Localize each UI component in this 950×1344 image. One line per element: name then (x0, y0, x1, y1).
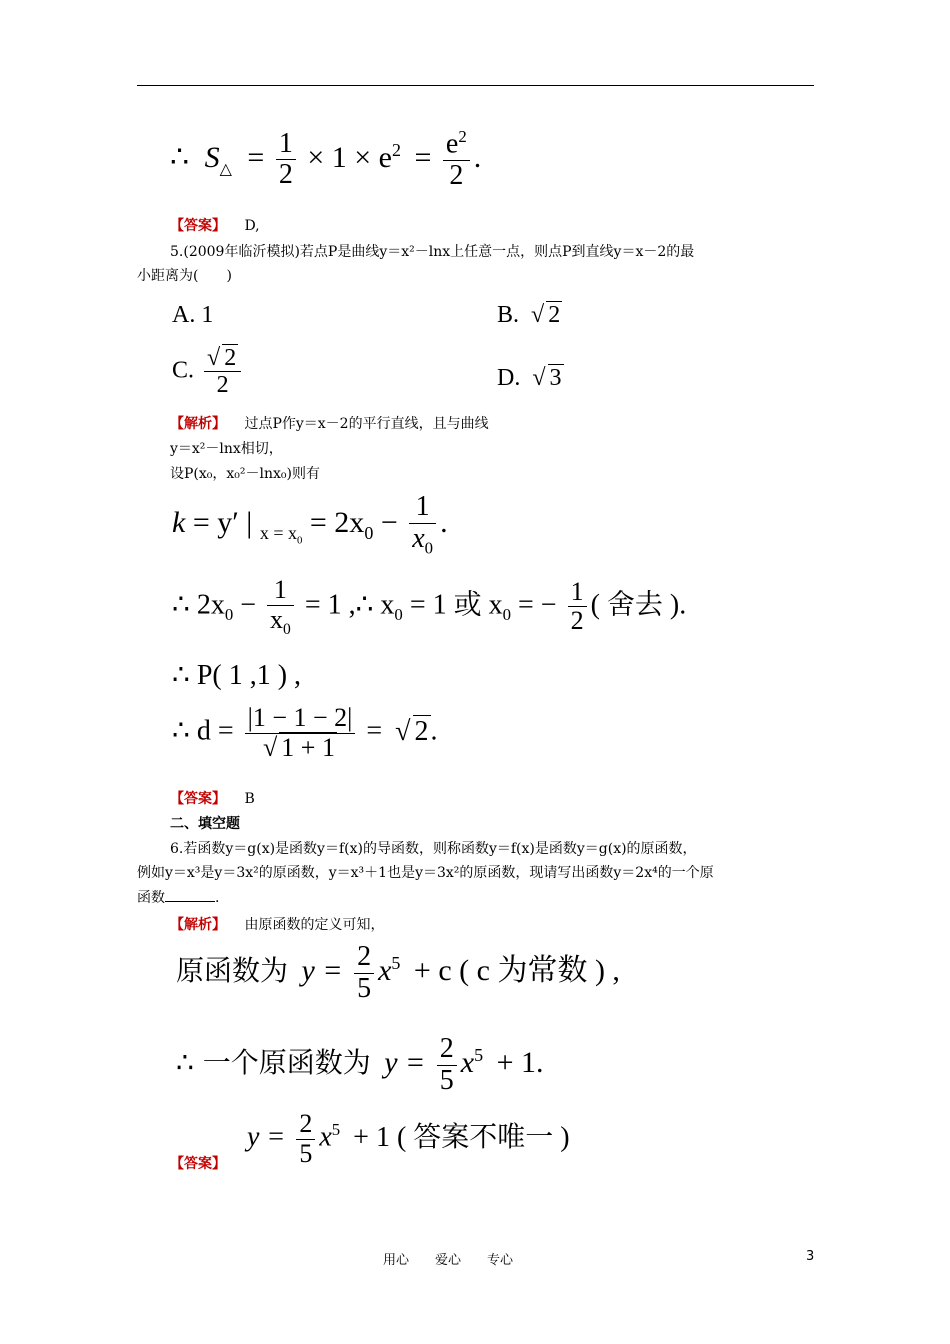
choice-c: C. $\frac{√ 2}{2}$ (172, 345, 245, 399)
answer-row-4: 【答案】 D, (170, 218, 260, 234)
choice-a: A. 1 (172, 302, 214, 328)
answer-row-5: 【答案】 B (170, 791, 255, 807)
area-formula: ∴ $S_\triangle$ = $\frac{1}{2}$ × $1 \times e^2$ = $\frac{e^2}{2}$ . (170, 127, 482, 192)
page-number: 3 (806, 1249, 815, 1264)
question-6-line-2: 例如y＝x³是y＝3x²的原函数，y＝x³＋1也是y＝3x²的原函数，现请写出函数y＝2x⁴的一个原 (137, 865, 714, 881)
question-6-line-3: 函数 . (137, 886, 219, 910)
answer-row-6: 【答案】 (170, 1156, 226, 1172)
choice-d: D. √ 3 (497, 365, 562, 391)
header-rule (137, 85, 814, 86)
analysis-5-line-2: y＝x²－lnx相切， (170, 441, 283, 457)
answer-6-formula: y = $\frac{2}{5}$ $x^5 + 1$ ( 答案不唯一 ) (247, 1109, 570, 1168)
analysis-5-line-1: 【解析】 过点P作y＝x－2的平行直线，且与曲线 (170, 416, 489, 432)
distance-equation: ∴ d = $\frac{|1 - 1 - 2|}{√ 1 + 1}$ = √ 2. (172, 703, 438, 762)
question-5-line-1: 5.(2009年临沂模拟)若点P是曲线y＝x²－lnx上任意一点，则点P到直线y＝x－2的最 (170, 244, 695, 260)
point-p: ∴ P( 1 ,1 ) , (172, 660, 302, 691)
slope-equation: k = y′ | $_{x = x_0} = 2x_0$ − $\frac{1}{x_0}$ . (172, 491, 448, 558)
question-5-line-2: 小距离为( ) (137, 268, 232, 284)
solve-equation: ∴ $2x_0$ − $\frac{1}{x_0}$ = 1 ,∴ $x_0 = 1$ 或 $x_0$ = − $\frac{1}{2}$ ( 舍去 ). (172, 575, 687, 638)
antiderivative-general: 原函数为 y = $\frac{2}{5}$ $x^5 + c$ ( c 为常数 ) , (176, 941, 620, 1004)
analysis-6: 【解析】 由原函数的定义可知， (170, 917, 385, 933)
section-heading: 二、填空题 (170, 816, 240, 832)
answer-blank (165, 887, 215, 902)
question-6-line-1: 6.若函数y＝g(x)是函数y＝f(x)的导函数，则称函数y＝f(x)是函数y＝g(x)的原函数， (170, 841, 697, 857)
footer-motto: 用心 爱心 专心 (383, 1253, 514, 1268)
antiderivative-example: ∴ 一个原函数为 y = $\frac{2}{5}$ $x^5 + 1$. (176, 1033, 544, 1096)
choice-b: B. √ 2 (497, 302, 561, 328)
analysis-5-line-3: 设P(x₀，x₀²－lnx₀)则有 (170, 466, 320, 482)
